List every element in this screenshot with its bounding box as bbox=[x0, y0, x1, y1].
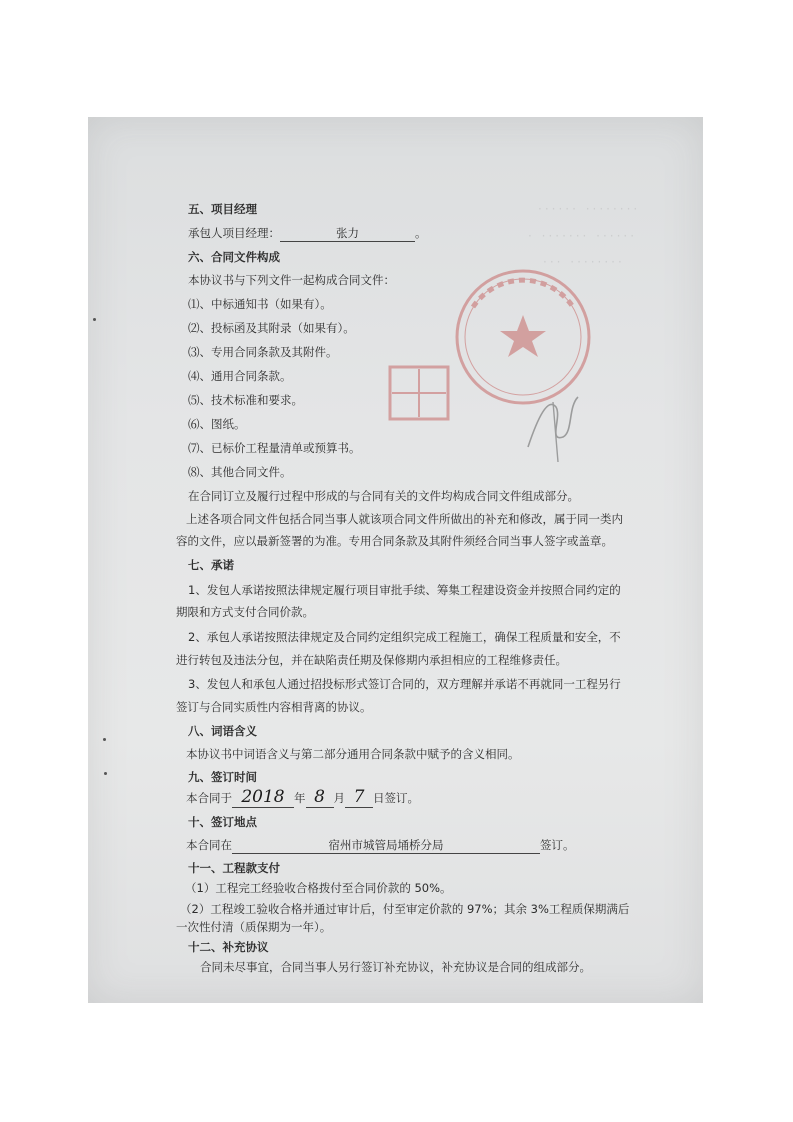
bleed-through-text: ··· ········ bbox=[543, 255, 625, 269]
scan-speck bbox=[103, 738, 106, 741]
paragraph: 上述各项合同文件包括合同当事人就该项合同文件所做出的补充和修改，属于同一类内 bbox=[186, 512, 623, 526]
document-item: ⑻、其他合同文件。 bbox=[188, 465, 292, 479]
commitment-3: 3、发包人和承包人通过招投标形式签订合同的，双方理解并承诺不再就同一工程另行 bbox=[188, 677, 621, 691]
heading-supplementary: 十二、补充协议 bbox=[188, 940, 269, 954]
payment-term-2-cont: 一次性付清（质保期为一年）。 bbox=[176, 920, 332, 934]
heading-project-manager: 五、项目经理 bbox=[188, 202, 257, 216]
document-item: ⑹、图纸。 bbox=[188, 417, 246, 431]
project-manager-line bbox=[188, 225, 427, 242]
commitment-2: 2、承包人承诺按照法律规定及合同约定组织完成工程施工，确保工程质量和安全，不 bbox=[188, 630, 621, 644]
year-unit: 年 bbox=[294, 791, 306, 805]
heading-commitments: 七、承诺 bbox=[188, 558, 234, 572]
heading-signing-date: 九、签订时间 bbox=[188, 770, 257, 784]
signing-place: 宿州市城管局埇桥分局 bbox=[232, 837, 540, 854]
bleed-through-text: ······ ········ bbox=[538, 202, 641, 216]
signing-place-suffix: 签订。 bbox=[540, 838, 575, 852]
commitment-1: 1、发包人承诺按照法律规定履行项目审批手续、筹集工程建设资金并按照合同约定的 bbox=[188, 583, 621, 597]
project-manager-end: 。 bbox=[415, 226, 427, 240]
signing-place-line bbox=[186, 837, 575, 854]
heading-payment: 十一、工程款支付 bbox=[188, 861, 280, 875]
document-item: ⑶、专用合同条款及其附件。 bbox=[188, 345, 338, 359]
payment-term-1: （1）工程完工经验收合格拨付至合同价款的 50%。 bbox=[185, 881, 452, 895]
month-unit: 月 bbox=[333, 791, 345, 805]
commitment-1-cont: 期限和方式支付合同价款。 bbox=[176, 605, 314, 619]
heading-contract-documents: 六、合同文件构成 bbox=[188, 250, 280, 264]
commitment-2-cont: 进行转包及违法分包，并在缺陷责任期及保修期内承担相应的工程维修责任。 bbox=[176, 653, 567, 667]
supplementary-text: 合同未尽事宜，合同当事人另行签订补充协议，补充协议是合同的组成部分。 bbox=[200, 960, 591, 974]
signing-date-suffix: 日签订。 bbox=[373, 791, 419, 805]
signing-date-prefix: 本合同于 bbox=[186, 791, 232, 805]
signing-day: 7 bbox=[345, 787, 373, 808]
heading-definitions: 八、词语含义 bbox=[188, 724, 257, 738]
paragraph: 容的文件，应以最新签署的为准。专用合同条款及其附件须经合同当事人签字或盖章。 bbox=[176, 534, 613, 548]
signature-scribble bbox=[518, 387, 588, 467]
project-manager-label: 承包人项目经理： bbox=[188, 226, 280, 240]
document-item: ⑷、通用合同条款。 bbox=[188, 369, 292, 383]
contract-documents-intro: 本协议书与下列文件一起构成合同文件： bbox=[188, 273, 395, 287]
definitions-text: 本协议书中词语含义与第二部分通用合同条款中赋予的含义相同。 bbox=[186, 747, 520, 761]
paragraph: 在合同订立及履行过程中形成的与合同有关的文件均构成合同文件组成部分。 bbox=[188, 489, 579, 503]
document-item: ⑵、投标函及其附录（如果有）。 bbox=[188, 321, 355, 335]
document-item: ⑸、技术标准和要求。 bbox=[188, 393, 303, 407]
signing-date-line bbox=[186, 787, 419, 808]
commitment-3-cont: 签订与合同实质性内容相背离的协议。 bbox=[176, 700, 372, 714]
signing-place-prefix: 本合同在 bbox=[186, 838, 232, 852]
signing-year: 2018 bbox=[232, 787, 294, 808]
project-manager-name: 张力 bbox=[280, 225, 415, 242]
signing-month: 8 bbox=[306, 787, 334, 808]
bleed-through-text: · ······· ······ bbox=[528, 229, 638, 243]
payment-term-2: （2）工程竣工验收合格并通过审计后，付至审定价款的 97%；其余 3%工程质保期满后 bbox=[180, 902, 630, 916]
heading-signing-place: 十、签订地点 bbox=[188, 815, 257, 829]
document-photo bbox=[88, 117, 703, 1003]
document-item: ⑴、中标通知书（如果有）。 bbox=[188, 297, 332, 311]
document-item: ⑺、已标价工程量清单或预算书。 bbox=[188, 441, 361, 455]
scan-speck bbox=[93, 318, 96, 321]
scan-speck bbox=[104, 772, 107, 775]
